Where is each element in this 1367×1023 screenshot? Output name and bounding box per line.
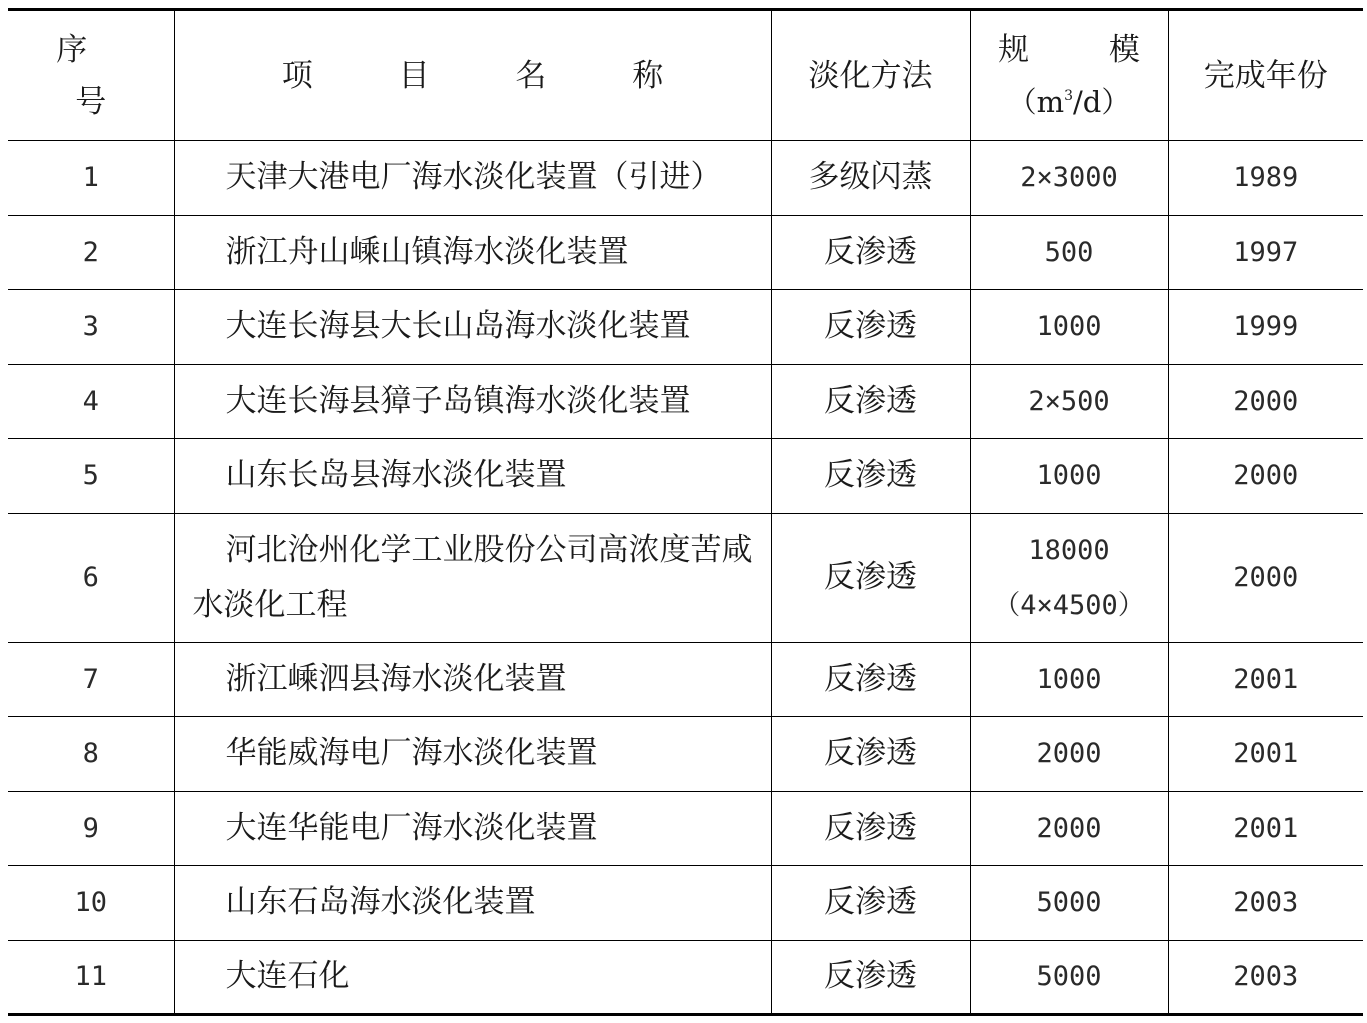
project-name [174, 717, 771, 792]
row-number: 10 [8, 866, 174, 941]
project-name-text: 大连华能电厂海水淡化装置 [225, 809, 598, 846]
row-number: 7 [8, 642, 174, 717]
project-name-text: 华能威海电厂海水淡化装置 [225, 735, 598, 772]
completion-year: 2000 [1168, 513, 1363, 642]
completion-year: 2001 [1168, 717, 1363, 792]
scale-value [970, 290, 1168, 365]
header-year: 完成年份 [1168, 10, 1363, 141]
scale-text: 5000 [1036, 887, 1102, 919]
scale-value [970, 866, 1168, 941]
header-no: 序 号 [8, 10, 174, 141]
project-name [174, 215, 771, 290]
scale-text: 1000 [1036, 460, 1102, 492]
desalination-method: 反渗透 [771, 940, 970, 1015]
completion-year: 1999 [1168, 290, 1363, 365]
scale-text: 18000 [1028, 534, 1110, 566]
header-scale [970, 10, 1175, 141]
scale-text: 2000 [1036, 812, 1102, 844]
scale-text: 500 [1044, 236, 1094, 268]
row-number: 4 [8, 364, 174, 439]
project-name-text: 天津大港电厂海水淡化装置（引进） [225, 159, 722, 196]
project-name-text: 浙江嵊泗县海水淡化装置 [225, 660, 567, 697]
project-name-text: 山东长岛县海水淡化装置 [225, 457, 567, 494]
row-number: 5 [8, 439, 174, 514]
scale-value [970, 940, 1168, 1015]
desalination-method: 反渗透 [771, 439, 970, 514]
scale-value [970, 215, 1168, 290]
project-name [174, 364, 771, 439]
desalination-method: 反渗透 [771, 513, 970, 642]
desalination-method: 反渗透 [771, 215, 970, 290]
completion-year: 2003 [1168, 866, 1363, 941]
scale-text: 5000 [1036, 961, 1102, 993]
row-number: 2 [8, 215, 174, 290]
project-name [174, 439, 771, 514]
project-name [174, 791, 771, 866]
desalination-method: 多级闪蒸 [771, 141, 970, 216]
row-number: 8 [8, 717, 174, 792]
project-name-text: 大连长海县大长山岛海水淡化装置 [225, 308, 691, 345]
row-number: 6 [8, 513, 174, 642]
table-row [8, 141, 1363, 216]
project-name-text: 浙江舟山嵊山镇海水淡化装置 [225, 233, 629, 270]
table-row [8, 717, 1363, 792]
row-number: 1 [8, 141, 174, 216]
table-body [8, 141, 1363, 1015]
scale-text: 2000 [1036, 738, 1102, 770]
table-row [8, 290, 1363, 365]
scale-value [970, 364, 1168, 439]
table-row [8, 513, 1363, 642]
project-name-text: 河北沧州化学工业股份公司高浓度苦咸水淡化工程 [192, 531, 753, 623]
row-number: 11 [8, 940, 174, 1015]
scale-text: 2×3000 [1020, 162, 1118, 194]
completion-year: 2003 [1168, 940, 1363, 1015]
row-number: 9 [8, 791, 174, 866]
desalination-method: 反渗透 [771, 364, 970, 439]
row-number: 3 [8, 290, 174, 365]
project-name-text: 大连长海县獐子岛镇海水淡化装置 [225, 382, 691, 419]
desalination-method: 反渗透 [771, 791, 970, 866]
completion-year: 1997 [1168, 215, 1363, 290]
table-row [8, 866, 1363, 941]
project-name [174, 866, 771, 941]
scale-value [970, 141, 1168, 216]
scale-text: 1000 [1036, 663, 1102, 695]
completion-year: 1989 [1168, 141, 1363, 216]
scale-value [970, 439, 1168, 514]
project-name [174, 513, 771, 642]
project-name-text: 大连石化 [225, 958, 350, 995]
completion-year: 2000 [1168, 364, 1363, 439]
desalination-method: 反渗透 [771, 642, 970, 717]
header-scale-label: 规 模 [998, 31, 1175, 68]
completion-year: 2000 [1168, 439, 1363, 514]
project-name [174, 290, 771, 365]
table-row [8, 642, 1363, 717]
project-name-text: 山东石岛海水淡化装置 [225, 884, 536, 921]
desalination-projects-table [8, 8, 1363, 1016]
header-scale-unit: $(m^3/d)$ [1007, 84, 1131, 119]
table-row [8, 364, 1363, 439]
desalination-method: 反渗透 [771, 290, 970, 365]
completion-year: 2001 [1168, 791, 1363, 866]
project-name [174, 141, 771, 216]
scale-value [970, 513, 1168, 642]
scale-text: 2×500 [1028, 385, 1110, 417]
completion-year: 2001 [1168, 642, 1363, 717]
header-method: 淡化方法 [771, 10, 970, 141]
header-row [8, 10, 1363, 141]
scale-breakdown-text: （4×4500） [993, 589, 1145, 621]
scale-value [970, 791, 1168, 866]
project-name [174, 642, 771, 717]
scale-text: 1000 [1036, 311, 1102, 343]
scale-value [970, 642, 1168, 717]
table-header [8, 10, 1363, 141]
header-name: 项 目 名 称 [174, 10, 771, 141]
table-row [8, 940, 1363, 1015]
table-row [8, 791, 1363, 866]
project-name [174, 940, 771, 1015]
table-row [8, 215, 1363, 290]
desalination-method: 反渗透 [771, 866, 970, 941]
table-row [8, 439, 1363, 514]
desalination-method: 反渗透 [771, 717, 970, 792]
scale-value [970, 717, 1168, 792]
